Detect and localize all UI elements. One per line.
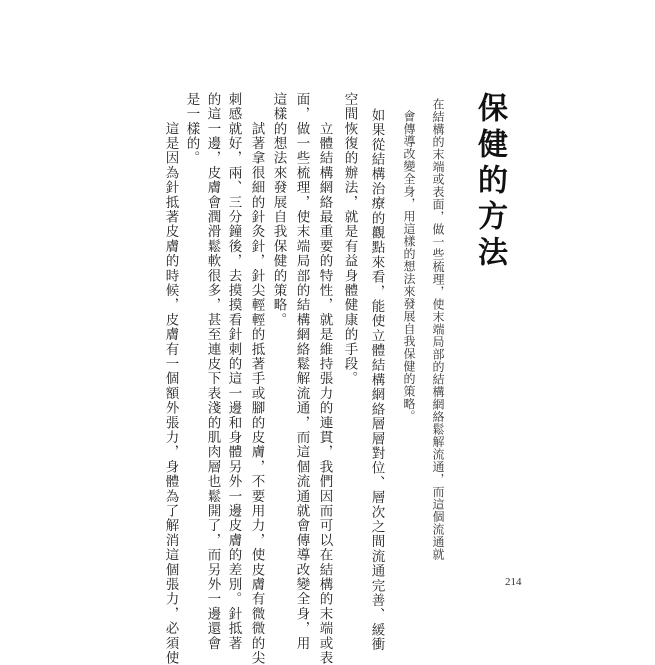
page-number: 214 [505, 576, 522, 588]
body-line-6: 試著拿很細的針灸針，針尖輕輕的抵著手或腳的皮膚，不要用力，使皮膚有微微的尖 [248, 92, 265, 665]
body-line-7: 刺感就好，兩、三分鐘後，去摸摸看針刺的這一邊和身體另外一邊皮膚的差別。針抵著 [225, 92, 242, 651]
body-line-1: 如果從結構治療的觀點來看，能使立體結構網絡層層對位、層次之間流通完善、緩衝 [368, 108, 385, 652]
subtitle-line-1: 在結構的末端或表面，做一些梳理，使末端局部的結構網絡鬆解流通，而這個流通就 [431, 98, 445, 561]
subtitle-line-2: 會傳導改變全身，用這樣的想法來發展自我保健的策略。 [402, 110, 416, 423]
body-line-8: 的這一邊，皮膚會潤滑鬆軟很多，甚至連皮下表淺的肌肉層也鬆開了，而另外一邊還會 [204, 92, 221, 651]
body-line-2: 空間恢復的辦法，就是有益身體健康的手段。 [341, 92, 358, 386]
body-line-5: 這樣的想法來發展自我保健的策略。 [270, 92, 287, 328]
body-line-4: 面，做一些梳理，使末端局部的結構網絡鬆解流通，而這個流通就會傳導改變全身，用 [293, 92, 310, 651]
body-line-3: 立體結構網絡最重要的特性，就是維持張力的連貫，我們因而可以在結構的末端或表 [316, 92, 333, 665]
body-line-10: 這是因為針抵著皮膚的時候，皮膚有一個額外張力，身體為了解消這個張力，必須使 [162, 92, 179, 665]
chapter-title: 保健的方法 [472, 92, 507, 272]
body-line-9: 是一樣的。 [183, 92, 200, 166]
